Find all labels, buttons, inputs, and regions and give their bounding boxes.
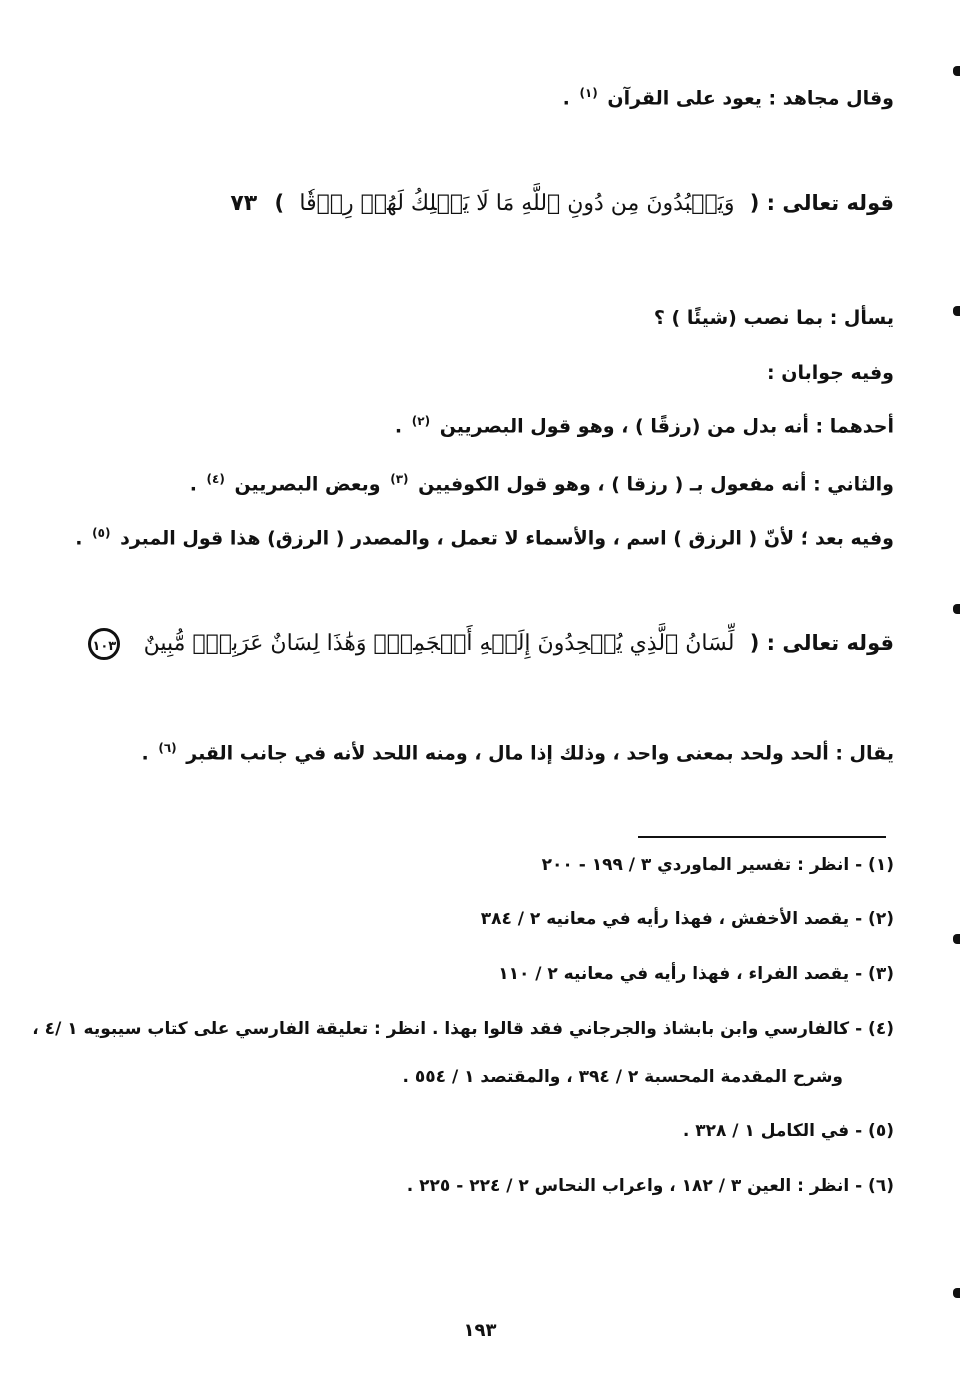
footnote-5 bbox=[683, 1120, 894, 1142]
margin-mark bbox=[953, 604, 960, 614]
second-answer-text: والثاني : أنه مفعول بـ ( رزقا ) ، وهو قول الكوفيين bbox=[418, 473, 894, 496]
footnote-ref-6: (٦) bbox=[158, 741, 177, 755]
footnote-1-text: (١) - انظر : تفسير الماوردي ٣ / ١٩٩ - ٢٠٠ bbox=[541, 855, 894, 875]
definition-text: يقال : ألحد ولحد بمعنى واحد ، وذلك إذا مال ، ومنه اللحد لأنه في جانب القبر bbox=[186, 742, 894, 765]
answers-heading bbox=[767, 361, 894, 386]
mujahid-line bbox=[563, 86, 894, 111]
footnote-5-text: (٥) - في الكامل ١ / ٣٢٨ . bbox=[682, 1121, 894, 1141]
objection-end: . bbox=[75, 527, 83, 550]
margin-mark bbox=[953, 1288, 960, 1298]
verse-73-intro: قوله تعالى : ( bbox=[749, 191, 894, 215]
verse-103-intro: قوله تعالى : ( bbox=[749, 631, 894, 655]
verse-73-text: وَيَعۡبُدُونَ مِن دُونِ ٱللَّهِ مَا لَا يَمۡلِكُ لَهُمۡ رِزۡقٗا bbox=[299, 191, 735, 216]
margin-mark bbox=[953, 66, 960, 76]
second-answer-mid: وبعض البصريين bbox=[234, 473, 381, 496]
footnote-3-text: (٣) - يقصد الفراء ، فهذا رأيه في معانيه ٢ / ١١٠ bbox=[498, 964, 894, 984]
first-answer-line bbox=[395, 414, 894, 439]
page-number: ١٩٣ bbox=[463, 1320, 497, 1341]
verse-73-line bbox=[230, 190, 894, 219]
footnote-4-continued-text: وشرح المقدمة المحسبة ٢ / ٣٩٤ ، والمقتصد ١ / ٥٥٤ . bbox=[402, 1067, 843, 1087]
margin-mark bbox=[953, 306, 960, 316]
ayah-number-badge: ١٠٣ bbox=[88, 628, 120, 660]
footnote-1 bbox=[542, 854, 894, 876]
question-text: يسأل : بما نصب (شيئًا ) ؟ bbox=[653, 307, 894, 329]
second-answer-end: . bbox=[189, 473, 197, 496]
second-answer-line bbox=[190, 472, 894, 497]
footnote-ref-5: (٥) bbox=[92, 526, 111, 540]
footnote-6-text: (٦) - انظر : العين ٣ / ١٨٢ ، واعراب النحاس ٢ / ٢٢٤ - ٢٢٥ . bbox=[406, 1176, 894, 1196]
footnote-ref-2: (٢) bbox=[411, 414, 431, 428]
verse-73-close: ) bbox=[274, 191, 285, 215]
first-answer-text: أحدهما : أنه بدل من (رزقًا ) ، وهو قول البصريين bbox=[439, 415, 894, 438]
footnote-4 bbox=[32, 1018, 894, 1040]
objection-text: وفيه بعد ؛ لأنّ ( الرزق ) اسم ، والأسماء لا تعمل ، والمصدر ( الرزق) هذا قول المبرد bbox=[120, 527, 894, 550]
footnote-ref-4: (٤) bbox=[206, 472, 225, 486]
mujahid-text: وقال مجاهد : يعود على القرآن bbox=[607, 87, 894, 110]
first-answer-end: . bbox=[394, 415, 403, 438]
footnote-2-text: (٢) - يقصد الأخفش ، فهذا رأيه في معانيه ٢ / ٣٨٤ bbox=[480, 909, 894, 929]
footnote-ref-3: (٣) bbox=[390, 472, 409, 486]
footnote-4-continued bbox=[403, 1066, 843, 1088]
answers-text: وفيه جوابان : bbox=[767, 362, 894, 384]
objection-line bbox=[75, 526, 894, 551]
question-line bbox=[654, 306, 894, 331]
verse-103-text: لِّسَانُ ٱلَّذِي يُلۡحِدُونَ إِلَيۡهِ أَعۡجَمِيّٞ وَهَٰذَا لِسَانٌ عَرَبِيّٞ مُّبِينٌ bbox=[143, 631, 735, 656]
footnote-4-text: (٤) - كالفارسي وابن بابشاذ والجرجاني فقد قالوا بهذا . انظر : تعليقة الفارسي على كتاب سيبويه ١ /٤ ، bbox=[32, 1019, 894, 1039]
footnote-ref-1: (١) bbox=[579, 86, 598, 100]
footnote-divider bbox=[638, 836, 886, 838]
margin-mark bbox=[953, 934, 960, 944]
definition-end: . bbox=[141, 742, 149, 765]
footnote-3 bbox=[498, 963, 894, 985]
mujahid-end: . bbox=[562, 87, 570, 110]
footnote-2 bbox=[481, 908, 894, 930]
verse-73-number: ٧٣ bbox=[230, 191, 258, 216]
verse-103-line bbox=[88, 628, 894, 660]
definition-line bbox=[142, 741, 894, 766]
footnote-6 bbox=[407, 1175, 894, 1197]
